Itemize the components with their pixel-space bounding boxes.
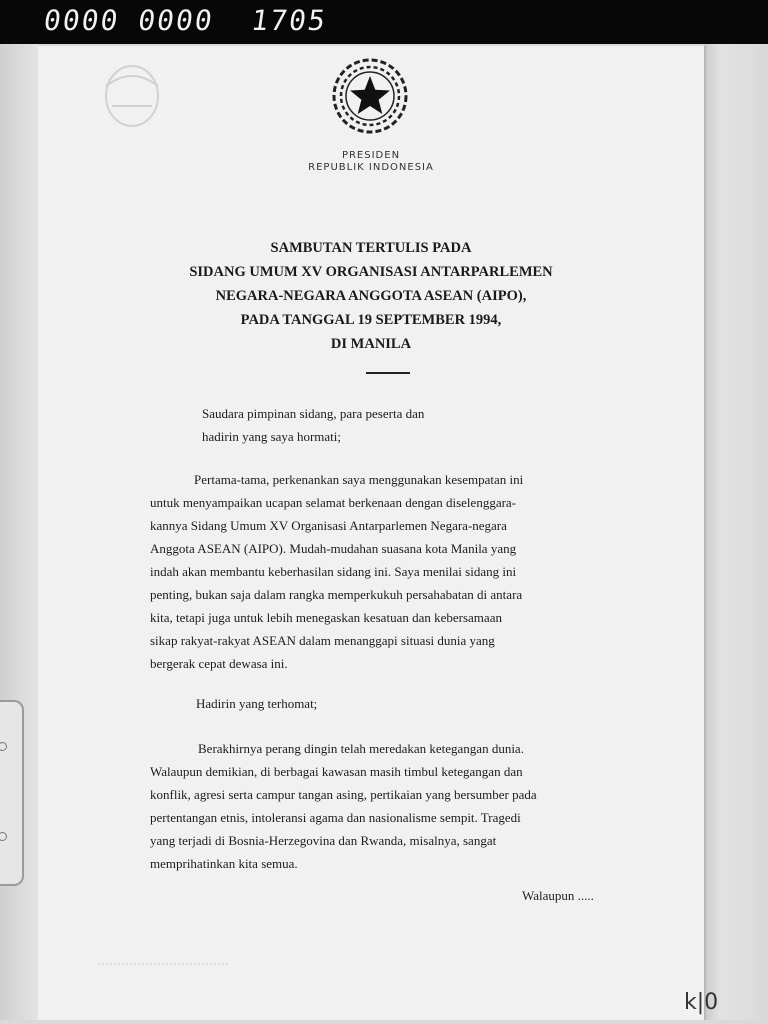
text-line: konflik, agresi serta campur tangan asing, pertikaian yang bersumber pada <box>150 787 537 802</box>
letterhead-line-1: PRESIDEN <box>341 150 401 161</box>
text-line: untuk menyampaikan ucapan selamat berkenaan dengan diselenggara- <box>150 495 517 510</box>
text-line: memprihatinkan kita semua. <box>150 856 298 871</box>
punch-hole <box>0 742 7 751</box>
film-strip <box>0 0 768 44</box>
paragraph-2 <box>150 737 610 875</box>
text-line: Walaupun demikian, di berbagai kawasan masih timbul ketegangan dan <box>150 764 523 779</box>
document-page <box>38 46 706 1020</box>
title-line: NEGARA-NEGARA ANGGOTA ASEAN (AIPO), <box>215 288 527 304</box>
text-line: Hadirin yang terhomat; <box>196 696 318 711</box>
text-line: indah akan membantu keberhasilan sidang ini. Saya menilai sidang ini <box>150 564 517 579</box>
title-line: SIDANG UMUM XV ORGANISASI ANTARPARLEMEN <box>189 264 553 280</box>
binder-clip <box>0 700 24 886</box>
ghost-garuda-icon <box>92 56 172 136</box>
title-line: PADA TANGGAL 19 SEPTEMBER 1994, <box>240 312 502 328</box>
letterhead-line-2: REPUBLIK INDONESIA <box>308 162 434 173</box>
title-line: SAMBUTAN TERTULIS PADA <box>270 240 472 256</box>
text-line: pertentangan etnis, intoleransi agama dan nasionalisme sempit. Tragedi <box>150 810 521 825</box>
edge-mark: k|0 <box>684 990 719 1015</box>
title-line: DI MANILA <box>330 336 412 352</box>
letterhead-office <box>38 150 704 174</box>
text-line: Berakhirnya perang dingin telah meredakan ketegangan dunia. <box>198 741 524 756</box>
text-line: hadirin yang saya hormati; <box>202 429 341 444</box>
faint-scribble <box>98 951 228 965</box>
punch-hole <box>0 832 7 841</box>
paragraph-1 <box>150 468 610 675</box>
frame-code: 0000 0000 1705 <box>41 4 330 37</box>
text-line: sikap rakyat-rakyat ASEAN dalam menanggapi situasi dunia yang <box>150 633 495 648</box>
document-title <box>138 236 604 356</box>
text-line: bergerak cepat dewasa ini. <box>150 656 288 671</box>
title-divider <box>366 372 410 374</box>
text-line: Saudara pimpinan sidang, para peserta dan <box>202 406 425 421</box>
text-line: penting, bukan saja dalam rangka memperkukuh persahabatan di antara <box>150 587 523 602</box>
text-line: kannya Sidang Umum XV Organisasi Antarparlemen Negara-negara <box>150 518 507 533</box>
page-edge-shadow <box>704 44 758 1020</box>
hadirin-greeting <box>196 692 656 715</box>
salutation <box>202 402 662 448</box>
text-line: Pertama-tama, perkenankan saya menggunakan kesempatan ini <box>194 472 524 487</box>
star-wreath-icon <box>328 54 412 138</box>
text-line: yang terjadi di Bosnia-Herzegovina dan Rwanda, misalnya, sangat <box>150 833 497 848</box>
continuation-marker: Walaupun ..... <box>522 888 594 903</box>
text-line: Anggota ASEAN (AIPO). Mudah-mudahan suasana kota Manila yang <box>150 541 517 556</box>
text-line: kita, tetapi juga untuk lebih menegaskan kesatuan dan kebersamaan <box>150 610 502 625</box>
